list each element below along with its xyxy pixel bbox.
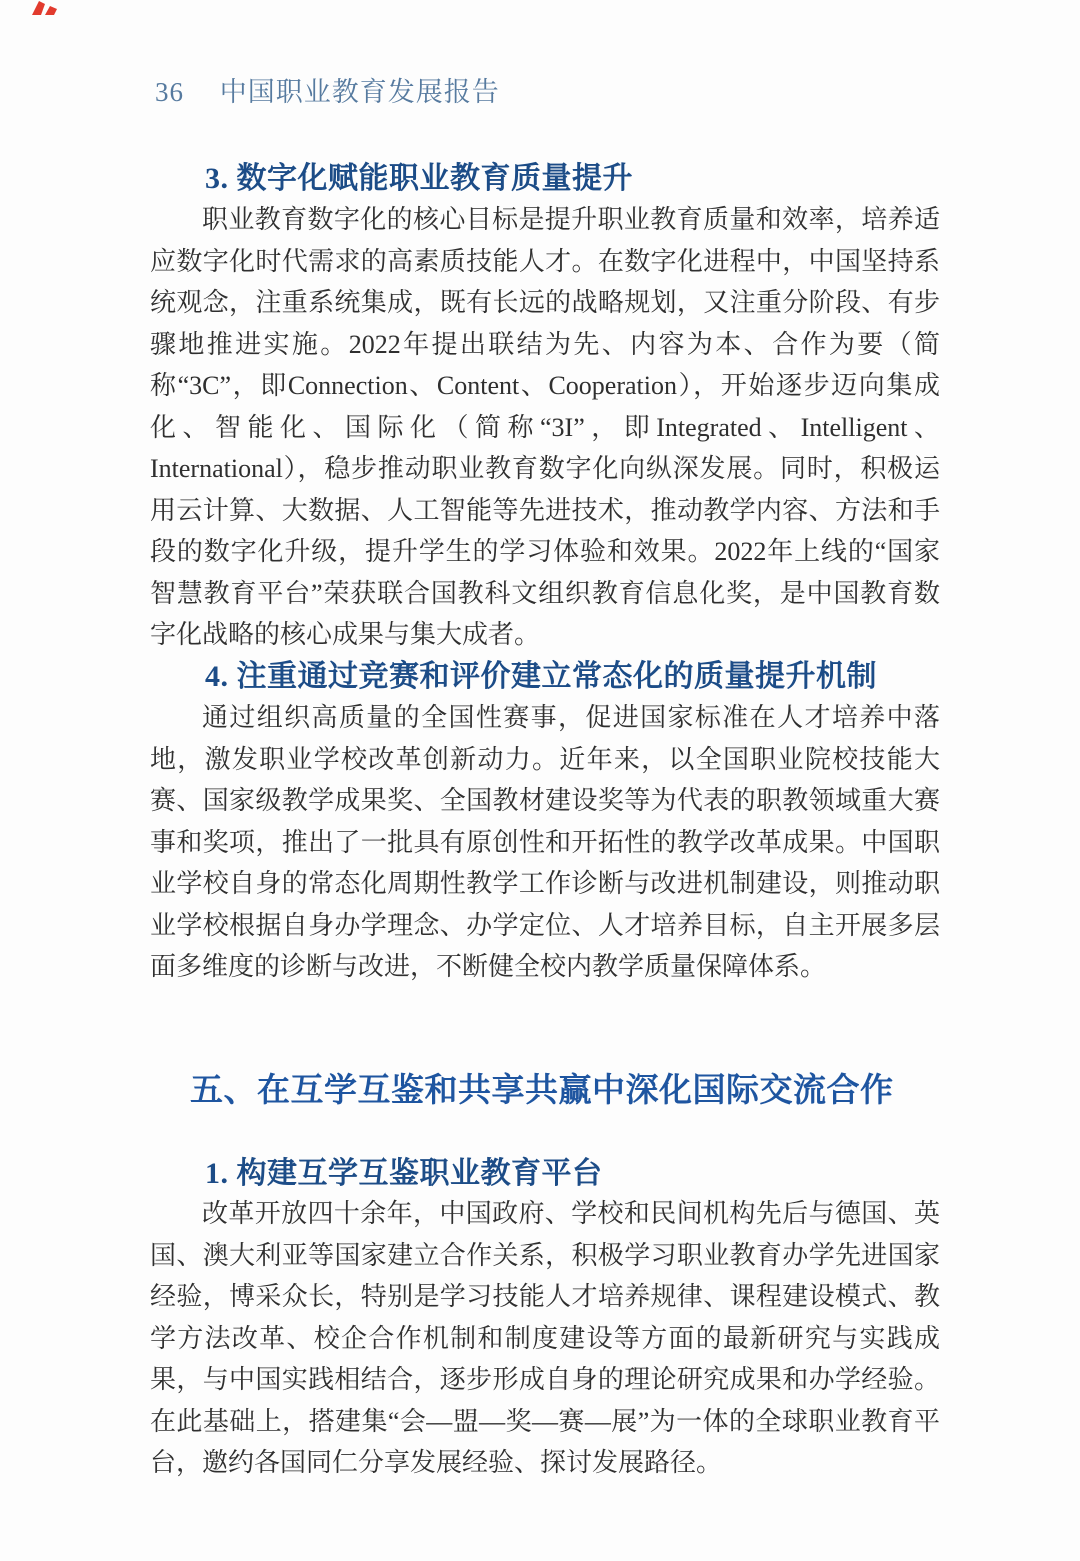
red-mark-icon [30,0,60,16]
section-3-paragraph: 职业教育数字化的核心目标是提升职业教育质量和效率，培养适应数字化时代需求的高素质技能人才。在数字化进程中，中国坚持系统观念，注重系统集成，既有长远的战略规划，又注重分阶段、有步骤地推进实施。2022年提出联结为先、内容为本、合作为要（简称“3C”，即Connection、Content、Cooperation），开始逐步迈向集成化、智能化、国际化（简称“3I”，即Integrated、Intelligent、International），稳步推动职业教育数字化向纵深发展。同时，积极运用云计算、大数据、人工智能等先进技术，推动教学内容、方法和手段的数字化升级，提升学生的学习体验和效果。2022年上线的“国家智慧教育平台”荣获联合国教科文组织教育信息化奖，是中国教育数字化战略的核心成果与集大成者。 [150,205,940,649]
section-3-heading: 3. 数字化赋能职业教育质量提升 [205,162,633,195]
page-number: 36 [155,77,184,107]
section-4-paragraph: 通过组织高质量的全国性赛事，促进国家标准在人才培养中落地，激发职业学校改革创新动力。近年来，以全国职业院校技能大赛、国家级教学成果奖、全国教材建设奖等为代表的职教领域重大赛事和奖项，推出了一批具有原创性和开拓性的教学改革成果。中国职业学校自身的常态化周期性教学工作诊断与改进机制建设，则推动职业学校根据自身办学理念、办学定位、人才培养目标，自主开展多层面多维度的诊断与改进，不断健全校内教学质量保障体系。 [150,703,940,981]
running-header [155,70,500,109]
chapter-5-heading: 五、在互学互鉴和共享共赢中深化国际交流合作 [190,1073,894,1109]
section-4-heading: 4. 注重通过竞赛和评价建立常态化的质量提升机制 [205,660,877,693]
section-5-1-heading: 1. 构建互学互鉴职业教育平台 [205,1157,603,1190]
book-title: 中国职业教育发展报告 [219,77,500,107]
section-5-1-paragraph: 改革开放四十余年，中国政府、学校和民间机构先后与德国、英国、澳大利亚等国家建立合作关系，积极学习职业教育办学先进国家经验，博采众长，特别是学习技能人才培养规律、课程建设模式、教学方法改革、校企合作机制和制度建设等方面的最新研究与实践成果，与中国实践相结合，逐步形成自身的理论研究成果和办学经验。在此基础上，搭建集“会—盟—奖—赛—展”为一体的全球职业教育平台，邀约各国同仁分享发展经验、探讨发展路径。 [150,1199,940,1477]
